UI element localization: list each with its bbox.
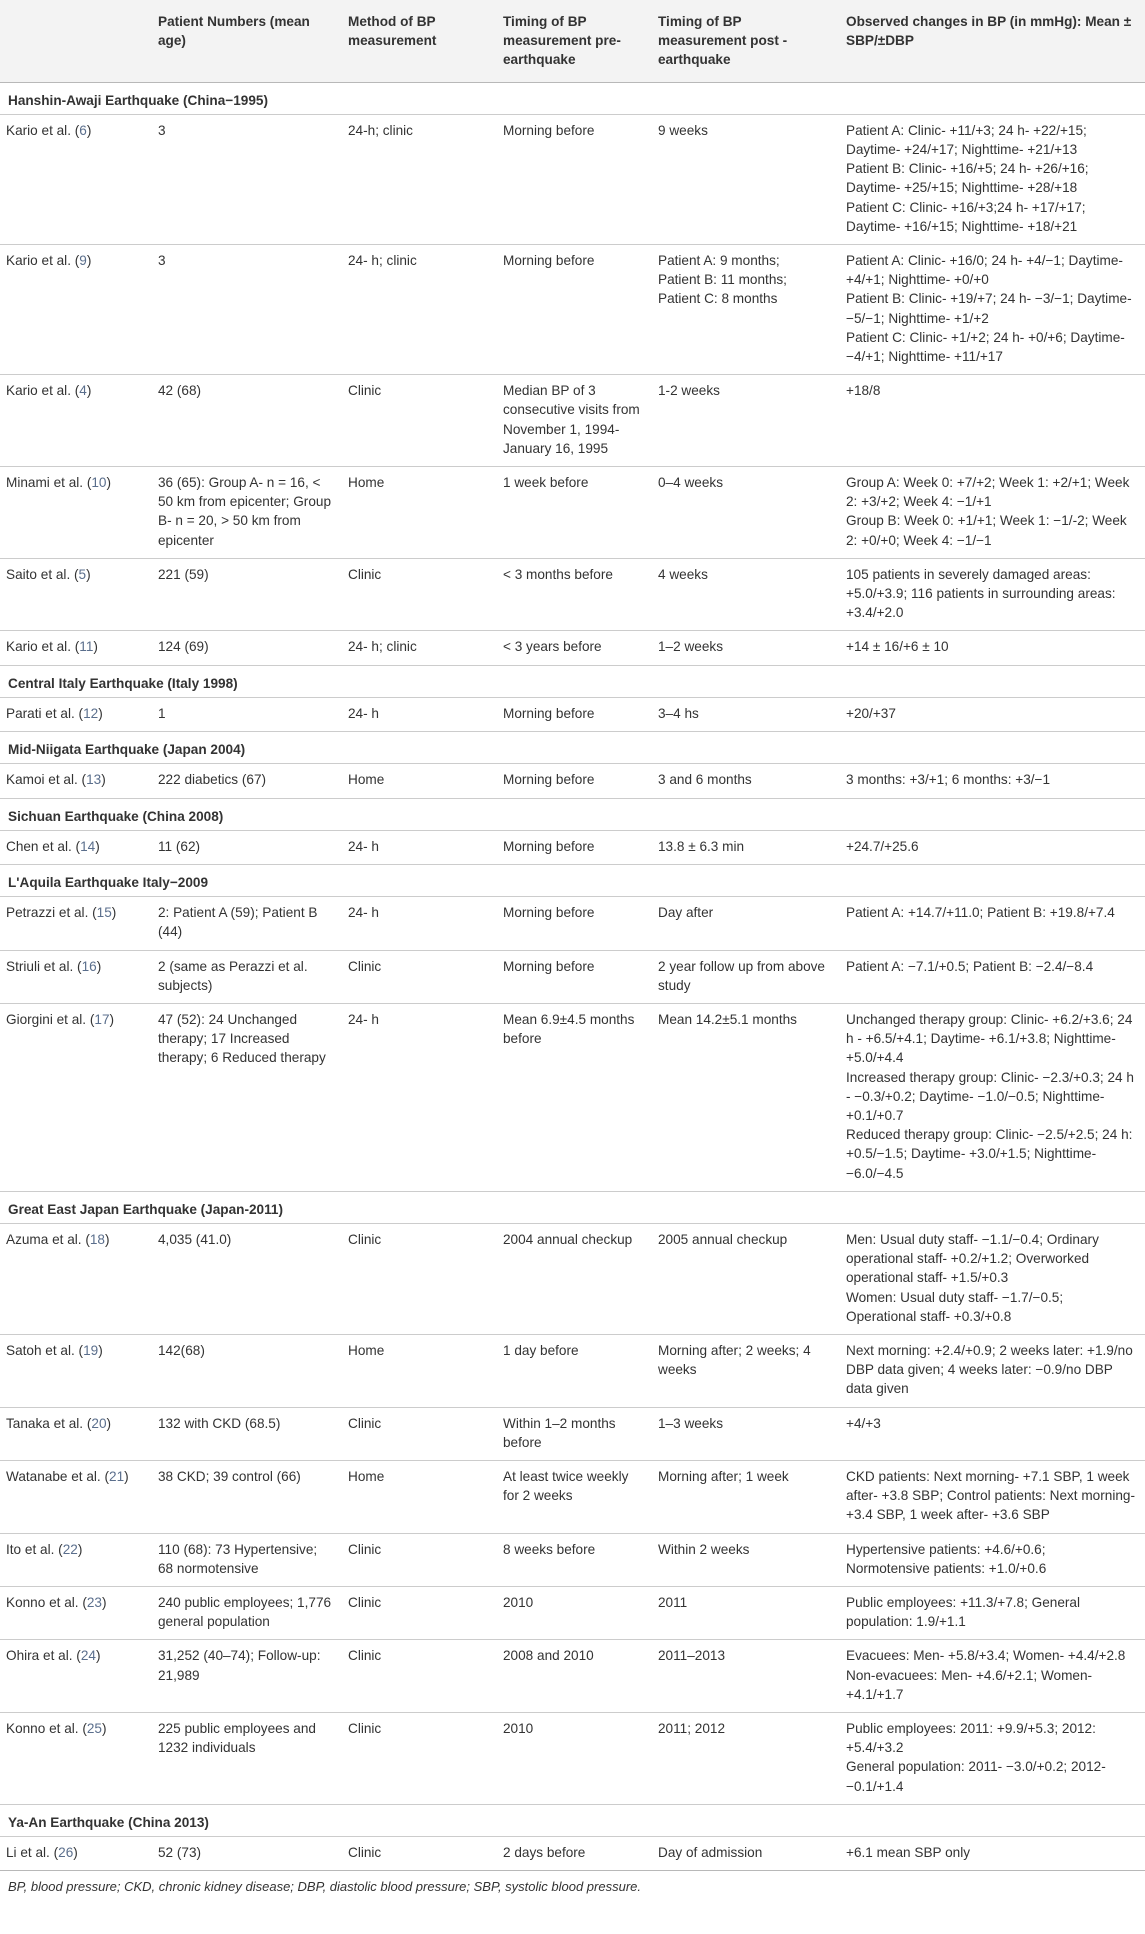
reference-link[interactable]: 26 (58, 1845, 74, 1861)
timing-pre-cell: Morning before (495, 897, 650, 950)
ref-open: ( (70, 253, 80, 269)
study-cell (0, 764, 150, 798)
ref-close: ) (98, 705, 103, 721)
ref-close: ) (96, 958, 102, 974)
timing-post-cell: 0–4 weeks (650, 467, 838, 559)
observed-changes-cell: Hypertensive patients: +4.6/+0.6; Normotensive patients: +1.0/+0.6 (838, 1533, 1145, 1586)
section-row (0, 1804, 1145, 1836)
ref-close: ) (86, 253, 92, 269)
timing-post-cell: 2005 annual checkup (650, 1223, 838, 1334)
study-cell (0, 1407, 150, 1460)
table-row (0, 897, 1145, 950)
patient-numbers-cell: 221 (59) (150, 558, 340, 631)
ref-close: ) (73, 1845, 78, 1861)
timing-pre-cell: Median BP of 3 consecutive visits from November 1, 1994- January 16, 1995 (495, 375, 650, 467)
study-cell (0, 558, 150, 631)
table-row (0, 1837, 1145, 1871)
study-name: Chen et al. (6, 838, 72, 854)
ref-close: ) (101, 772, 106, 788)
ref-close: ) (95, 1648, 101, 1664)
method-cell: Clinic (340, 950, 495, 1003)
study-name: Watanabe et al. (6, 1468, 101, 1484)
timing-post-cell: Day of admission (650, 1837, 838, 1871)
ref-open: ( (74, 1342, 84, 1358)
patient-numbers-cell: 52 (73) (150, 1837, 340, 1871)
section-title: Mid-Niigata Earthquake (Japan 2004) (0, 732, 1145, 764)
table-row (0, 1003, 1145, 1191)
study-name: Striuli et al. (6, 958, 74, 974)
table-row (0, 245, 1145, 375)
study-name: Kario et al. (6, 639, 71, 655)
table-row (0, 1713, 1145, 1805)
reference-link[interactable]: 15 (96, 905, 112, 921)
method-cell: Clinic (340, 1587, 495, 1640)
study-name: Parati et al. (6, 705, 75, 721)
ref-close: ) (105, 1231, 110, 1247)
timing-pre-cell: < 3 years before (495, 631, 650, 665)
ref-open: ( (70, 122, 80, 138)
section-title: Central Italy Earthquake (Italy 1998) (0, 665, 1145, 697)
patient-numbers-cell: 47 (52): 24 Unchanged therapy; 17 Increased therapy; 6 Reduced therapy (150, 1003, 340, 1191)
section-row (0, 1191, 1145, 1223)
timing-pre-cell: 2010 (495, 1587, 650, 1640)
ref-open: ( (81, 1231, 90, 1247)
ref-open: ( (100, 1468, 110, 1484)
ref-open: ( (73, 958, 82, 974)
ref-open: ( (83, 1415, 92, 1431)
section-title: L'Aquila Earthquake Italy−2009 (0, 864, 1145, 896)
timing-pre-cell: Morning before (495, 245, 650, 375)
study-cell (0, 245, 150, 375)
study-cell (0, 1837, 150, 1871)
observed-changes-cell: +20/+37 (838, 697, 1145, 731)
section-title: Great East Japan Earthquake (Japan-2011) (0, 1191, 1145, 1223)
timing-pre-cell: Morning before (495, 950, 650, 1003)
timing-pre-cell: At least twice weekly for 2 weeks (495, 1460, 650, 1533)
timing-post-cell: Patient A: 9 months; Patient B: 11 months; Patient C: 8 months (650, 245, 838, 375)
patient-numbers-cell: 3 (150, 114, 340, 244)
header-timing-post: Timing of BP measurement post -earthquake (650, 0, 838, 82)
observed-changes-cell: +4/+3 (838, 1407, 1145, 1460)
method-cell: Clinic (340, 375, 495, 467)
reference-link[interactable]: 20 (91, 1415, 107, 1431)
study-cell (0, 1587, 150, 1640)
reference-link[interactable]: 5 (78, 566, 87, 582)
table-row (0, 1587, 1145, 1640)
observed-changes-cell: Patient A: +14.7/+11.0; Patient B: +19.8/+7.4 (838, 897, 1145, 950)
study-cell (0, 1334, 150, 1407)
section-row (0, 732, 1145, 764)
method-cell: Home (340, 1334, 495, 1407)
method-cell: Clinic (340, 1640, 495, 1713)
patient-numbers-cell: 110 (68): 73 Hypertensive; 68 normotensive (150, 1533, 340, 1586)
ref-open: ( (78, 1721, 87, 1737)
ref-open: ( (54, 1541, 63, 1557)
patient-numbers-cell: 124 (69) (150, 631, 340, 665)
timing-pre-cell: 2 days before (495, 1837, 650, 1871)
study-name: Kario et al. (6, 253, 71, 269)
timing-post-cell: 4 weeks (650, 558, 838, 631)
table-row (0, 1407, 1145, 1460)
study-cell (0, 897, 150, 950)
table-row (0, 1460, 1145, 1533)
method-cell: Clinic (340, 1223, 495, 1334)
patient-numbers-cell: 4,035 (41.0) (150, 1223, 340, 1334)
ref-open: ( (74, 705, 84, 721)
observed-changes-cell: Patient A: −7.1/+0.5; Patient B: −2.4/−8.4 (838, 950, 1145, 1003)
study-cell (0, 697, 150, 731)
study-name: Satoh et al. (6, 1342, 75, 1358)
patient-numbers-cell: 42 (68) (150, 375, 340, 467)
ref-open: ( (83, 475, 92, 491)
study-name: Petrazzi et al. (6, 905, 89, 921)
ref-close: ) (86, 122, 92, 138)
reference-link[interactable]: 16 (81, 958, 97, 974)
reference-link[interactable]: 4 (79, 383, 87, 399)
ref-open: ( (78, 1595, 87, 1610)
ref-open: ( (77, 772, 87, 788)
ref-close: ) (86, 566, 91, 582)
ref-open: ( (70, 566, 79, 582)
ref-open: ( (70, 639, 80, 655)
timing-post-cell: 1–3 weeks (650, 1407, 838, 1460)
patient-numbers-cell: 3 (150, 245, 340, 375)
timing-post-cell: 2011 (650, 1587, 838, 1640)
timing-pre-cell: 2010 (495, 1713, 650, 1805)
method-cell: Clinic (340, 1533, 495, 1586)
patient-numbers-cell: 38 CKD; 39 control (66) (150, 1460, 340, 1533)
reference-link[interactable]: 9 (79, 253, 87, 269)
study-name: Giorgini et al. (6, 1011, 87, 1027)
reference-link[interactable]: 6 (79, 122, 87, 138)
method-cell: Clinic (340, 1837, 495, 1871)
reference-link[interactable]: 14 (80, 838, 96, 854)
patient-numbers-cell: 240 public employees; 1,776 general population (150, 1587, 340, 1640)
observed-changes-cell: Public employees: +11.3/+7.8; General population: 1.9/+1.1 (838, 1587, 1145, 1640)
timing-pre-cell: 2004 annual checkup (495, 1223, 650, 1334)
timing-post-cell: 13.8 ± 6.3 min (650, 830, 838, 864)
table-header-row (0, 0, 1145, 82)
section-row (0, 864, 1145, 896)
reference-link[interactable]: 23 (86, 1595, 102, 1610)
timing-post-cell: 2011; 2012 (650, 1713, 838, 1805)
study-cell (0, 1713, 150, 1805)
study-name: Ito et al. (6, 1541, 55, 1557)
study-name: Kario et al. (6, 383, 71, 399)
patient-numbers-cell: 2 (same as Perazzi et al. subjects) (150, 950, 340, 1003)
reference-link[interactable]: 13 (86, 772, 102, 788)
table-row (0, 1223, 1145, 1334)
timing-pre-cell: Mean 6.9±4.5 months before (495, 1003, 650, 1191)
method-cell: Home (340, 467, 495, 559)
study-name: Azuma et al. (6, 1231, 82, 1247)
timing-pre-cell: Within 1–2 months before (495, 1407, 650, 1460)
timing-post-cell: 2011–2013 (650, 1640, 838, 1713)
method-cell: Clinic (340, 1407, 495, 1460)
ref-close: ) (106, 475, 112, 491)
method-cell: Home (340, 764, 495, 798)
section-title: Hanshin-Awaji Earthquake (China−1995) (0, 82, 1145, 114)
table-row (0, 764, 1145, 798)
study-name: Minami et al. (6, 475, 84, 491)
reference-link[interactable]: 21 (109, 1468, 125, 1484)
study-cell (0, 1003, 150, 1191)
study-cell (0, 467, 150, 559)
timing-pre-cell: 8 weeks before (495, 1533, 650, 1586)
timing-post-cell: Mean 14.2±5.1 months (650, 1003, 838, 1191)
study-cell (0, 375, 150, 467)
reference-link[interactable]: 18 (89, 1231, 105, 1247)
ref-open: ( (70, 383, 80, 399)
method-cell: Clinic (340, 1713, 495, 1805)
reference-link[interactable]: 22 (62, 1541, 78, 1557)
reference-link[interactable]: 25 (86, 1721, 102, 1737)
timing-pre-cell: < 3 months before (495, 558, 650, 631)
ref-close: ) (86, 383, 92, 399)
study-name: Li et al. (6, 1845, 50, 1861)
method-cell: 24- h (340, 1003, 495, 1191)
timing-post-cell: 9 weeks (650, 114, 838, 244)
timing-post-cell: Morning after; 2 weeks; 4 weeks (650, 1334, 838, 1407)
header-patient-numbers: Patient Numbers (mean age) (150, 0, 340, 82)
observed-changes-cell: Patient A: Clinic- +11/+3; 24 h- +22/+15; Daytime- +24/+17; Nighttime- +21/+13 Patient B: Clinic- +16/+5; 24 h- +26/+16; Daytime- +25/+15; Nighttime- +28/+18 Patient C: Clinic- +16/+3;24 h- +17/+17; Daytime- +16/+15; Nighttime- +18/+21 (838, 114, 1145, 244)
study-name: Konno et al. (6, 1595, 79, 1610)
ref-close: ) (102, 1721, 107, 1737)
study-cell (0, 1460, 150, 1533)
method-cell: Home (340, 1460, 495, 1533)
timing-post-cell: 2 year follow up from above study (650, 950, 838, 1003)
patient-numbers-cell: 1 (150, 697, 340, 731)
timing-post-cell: 1–2 weeks (650, 631, 838, 665)
study-cell (0, 830, 150, 864)
ref-close: ) (98, 1342, 103, 1358)
observed-changes-cell: Unchanged therapy group: Clinic- +6.2/+3.6; 24 h - +6.5/+4.1; Daytime- +6.1/+3.8; Nighttime- +5.0/+4.4 Increased therapy group: Clinic- −2.3/+0.3; 24 h - −0.3/+0.2; Daytime- −1.0/−0.5; Nighttime- +0.1/+0.7 Reduced therapy group: Clinic- −2.5/+2.5; 24 h: +0.5/−1.5; Daytime- +3.0/+1.5; Nighttime- −6.0/−4.5 (838, 1003, 1145, 1191)
header-observed-changes: Observed changes in BP (in mmHg): Mean ± SBP/±DBP (838, 0, 1145, 82)
study-cell (0, 1640, 150, 1713)
study-name: Kamoi et al. (6, 772, 78, 788)
timing-pre-cell: Morning before (495, 764, 650, 798)
ref-close: ) (102, 1595, 107, 1610)
study-name: Konno et al. (6, 1721, 79, 1737)
observed-changes-cell: +14 ± 16/+6 ± 10 (838, 631, 1145, 665)
ref-open: ( (49, 1845, 59, 1861)
observed-changes-cell: Patient A: Clinic- +16/0; 24 h- +4/−1; Daytime- +4/+1; Nighttime- +0/+0 Patient B: Clinic- +19/+7; 24 h- −3/−1; Daytime- −5/−1; Nighttime- +1/+2 Patient C: Clinic- +1/+2; 24 h- +0/+6; Daytime- −4/+1; Nighttime- +11/+17 (838, 245, 1145, 375)
observed-changes-cell: Group A: Week 0: +7/+2; Week 1: +2/+1; Week 2: +3/+2; Week 4: −1/+1 Group B: Week 0: +1/+1; Week 1: −1/-2; Week 2: +0/+0; Week 4: −1/−1 (838, 467, 1145, 559)
timing-post-cell: Within 2 weeks (650, 1533, 838, 1586)
ref-close: ) (106, 1415, 112, 1431)
method-cell: 24- h (340, 697, 495, 731)
study-name: Saito et al. (6, 566, 71, 582)
patient-numbers-cell: 142(68) (150, 1334, 340, 1407)
patient-numbers-cell: 36 (65): Group A- n = 16, < 50 km from epicenter; Group B- n = 20, > 50 km from epicenter (150, 467, 340, 559)
patient-numbers-cell: 2: Patient A (59); Patient B (44) (150, 897, 340, 950)
timing-post-cell: 1-2 weeks (650, 375, 838, 467)
study-name: Tanaka et al. (6, 1415, 84, 1431)
observed-changes-cell: 3 months: +3/+1; 6 months: +3/−1 (838, 764, 1145, 798)
study-name: Kario et al. (6, 122, 71, 138)
patient-numbers-cell: 225 public employees and 1232 individuals (150, 1713, 340, 1805)
ref-close: ) (77, 1541, 83, 1557)
ref-close: ) (124, 1468, 129, 1484)
method-cell: 24- h; clinic (340, 631, 495, 665)
study-name: Ohira et al. (6, 1648, 73, 1664)
reference-link[interactable]: 12 (83, 705, 99, 721)
timing-post-cell: Day after (650, 897, 838, 950)
method-cell: 24- h (340, 830, 495, 864)
table-row (0, 375, 1145, 467)
patient-numbers-cell: 11 (62) (150, 830, 340, 864)
table-row (0, 467, 1145, 559)
study-cell (0, 114, 150, 244)
observed-changes-cell: +6.1 mean SBP only (838, 1837, 1145, 1871)
table-row (0, 631, 1145, 665)
timing-pre-cell: 1 day before (495, 1334, 650, 1407)
ref-close: ) (95, 838, 100, 854)
table-row (0, 830, 1145, 864)
section-row (0, 798, 1145, 830)
timing-pre-cell: Morning before (495, 114, 650, 244)
table-row (0, 1334, 1145, 1407)
ref-open: ( (86, 1011, 95, 1027)
study-cell (0, 950, 150, 1003)
reference-link[interactable]: 19 (83, 1342, 99, 1358)
header-study (0, 0, 150, 82)
observed-changes-cell: Public employees: 2011: +9.9/+5.3; 2012: +5.4/+3.2 General population: 2011- −3.0/+0.2; 2012- −0.1/+1.4 (838, 1713, 1145, 1805)
table-row (0, 558, 1145, 631)
timing-post-cell: 3–4 hs (650, 697, 838, 731)
ref-close: ) (93, 639, 98, 655)
observed-changes-cell: CKD patients: Next morning- +7.1 SBP, 1 week after- +3.8 SBP; Control patients: Next morning- +3.4 SBP, 1 week after- +3.6 SBP (838, 1460, 1145, 1533)
timing-post-cell: 3 and 6 months (650, 764, 838, 798)
reference-link[interactable]: 10 (91, 475, 107, 491)
reference-link[interactable]: 24 (80, 1648, 96, 1664)
patient-numbers-cell: 222 diabetics (67) (150, 764, 340, 798)
method-cell: Clinic (340, 558, 495, 631)
study-cell (0, 1223, 150, 1334)
observed-changes-cell: 105 patients in severely damaged areas: +5.0/+3.9; 116 patients in surrounding areas: +3.4/+2.0 (838, 558, 1145, 631)
ref-close: ) (109, 1011, 115, 1027)
section-title: Ya-An Earthquake (China 2013) (0, 1804, 1145, 1836)
method-cell: 24-h; clinic (340, 114, 495, 244)
method-cell: 24- h (340, 897, 495, 950)
patient-numbers-cell: 31,252 (40–74); Follow-up: 21,989 (150, 1640, 340, 1713)
reference-link[interactable]: 17 (94, 1011, 110, 1027)
table-row (0, 950, 1145, 1003)
table-row (0, 697, 1145, 731)
patient-numbers-cell: 132 with CKD (68.5) (150, 1407, 340, 1460)
timing-pre-cell: 2008 and 2010 (495, 1640, 650, 1713)
observed-changes-cell: Men: Usual duty staff- −1.1/−0.4; Ordinary operational staff- +0.2/+1.2; Overworked operational staff- +1.5/+0.3 Women: Usual duty staff- −1.7/−0.5; Operational staff- +0.3/+0.8 (838, 1223, 1145, 1334)
reference-link[interactable]: 11 (79, 639, 94, 655)
observed-changes-cell: +24.7/+25.6 (838, 830, 1145, 864)
table-footnote: BP, blood pressure; CKD, chronic kidney disease; DBP, diastolic blood pressure; SBP, systolic blood pressure. (8, 1879, 642, 1895)
table-body (0, 82, 1145, 1871)
ref-close: ) (111, 905, 117, 921)
header-timing-pre: Timing of BP measurement pre-earthquake (495, 0, 650, 82)
section-title: Sichuan Earthquake (China 2008) (0, 798, 1145, 830)
section-row (0, 82, 1145, 114)
timing-pre-cell: Morning before (495, 830, 650, 864)
timing-post-cell: Morning after; 1 week (650, 1460, 838, 1533)
header-method: Method of BP measurement (340, 0, 495, 82)
observed-changes-cell: Evacuees: Men- +5.8/+3.4; Women- +4.4/+2.8 Non-evacuees: Men- +4.6/+2.1; Women- +4.1/+1.7 (838, 1640, 1145, 1713)
table-row (0, 1533, 1145, 1586)
study-cell (0, 631, 150, 665)
table-row (0, 114, 1145, 244)
section-row (0, 665, 1145, 697)
timing-pre-cell: Morning before (495, 697, 650, 731)
table-row (0, 1640, 1145, 1713)
method-cell: 24- h; clinic (340, 245, 495, 375)
study-cell (0, 1533, 150, 1586)
timing-pre-cell: 1 week before (495, 467, 650, 559)
ref-open: ( (88, 905, 97, 921)
observed-changes-cell: Next morning: +2.4/+0.9; 2 weeks later: +1.9/no DBP data given; 4 weeks later: −0.9/no DBP data given (838, 1334, 1145, 1407)
ref-open: ( (72, 1648, 81, 1664)
observed-changes-cell: +18/8 (838, 375, 1145, 467)
ref-open: ( (71, 838, 81, 854)
